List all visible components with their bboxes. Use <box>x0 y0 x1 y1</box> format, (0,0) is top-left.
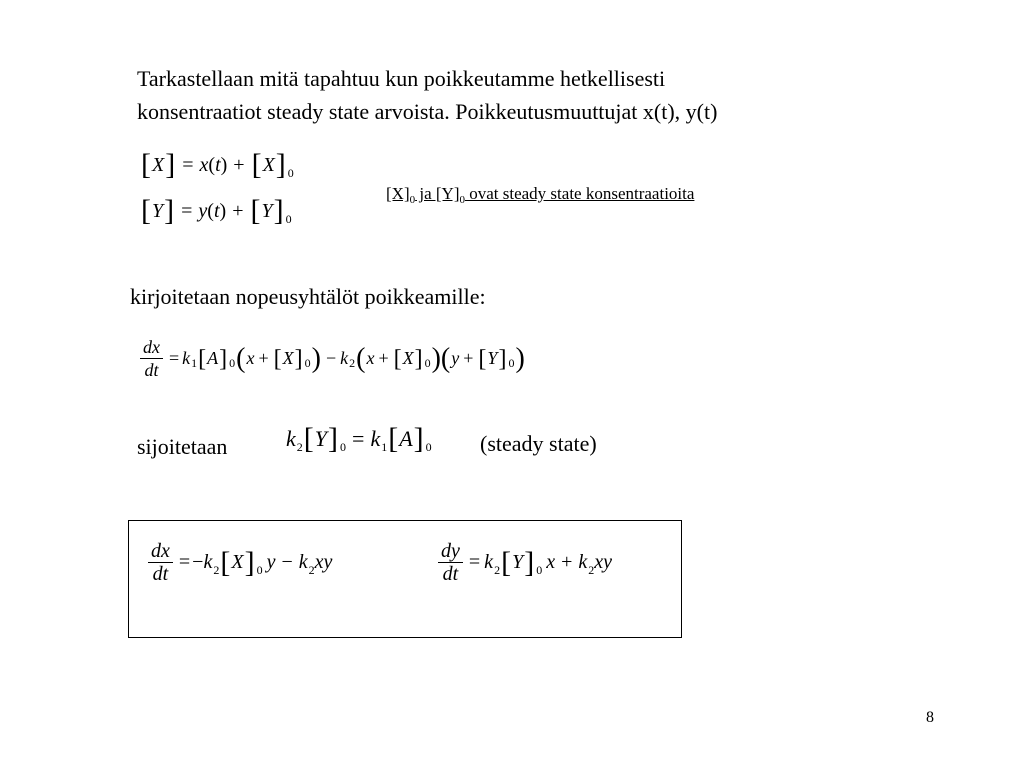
steady-state-annotation: (steady state) <box>480 431 597 456</box>
substitute-label: sijoitetaan <box>137 434 228 459</box>
eq-y-arg: t <box>213 199 220 222</box>
intro-line-2: konsentraatiot steady state arvoista. Poikkeutusmuuttujat x(t), y(t) <box>137 99 718 124</box>
intro-line-1: Tarkastellaan mitä tapahtuu kun poikkeutamme hetkellisesti <box>137 66 666 91</box>
eq-x-arg: t <box>215 153 221 176</box>
eq-x-sub: 0 <box>287 165 294 180</box>
rate-derivative: $\frac{dx}{dt}$ <box>140 336 163 381</box>
steady-state-note: $[X]_0$ ja $[Y]_0$ ovat steady state konsentraatioita <box>386 184 695 206</box>
eq-y-fn: y <box>198 199 208 222</box>
eq-x-fn: x <box>199 153 209 176</box>
page-number: 8 <box>926 709 934 726</box>
equation-x-deviation: [ X ] = x ( t ) + [ X ] 0 <box>141 148 294 181</box>
eq-x-rhs: X <box>262 153 275 176</box>
eq-y-rhs: Y <box>261 199 273 222</box>
eq-y-sub: 0 <box>285 211 292 226</box>
result-equation-dy: $\frac{dy}{dt}$ = k 2 [ Y ] 0 x + k 2 xy <box>438 540 612 585</box>
eq-x-lhs: X <box>152 153 165 176</box>
equation-y-deviation: [ Y ] = y ( t ) + [ Y ] 0 <box>141 194 292 227</box>
rate-equation: $\frac{dx}{dt}$ = k 1 [ A ] 0 ( x + [ X ] 0 ) − k 2 ( x + [ X ] 0 )( y + [ Y ] 0 ) <box>140 336 526 381</box>
intro-paragraph <box>137 62 717 128</box>
rate-equations-heading: kirjoitetaan nopeusyhtälöt poikkeamille: <box>130 284 486 309</box>
eq-y-lhs: Y <box>152 199 164 222</box>
result-equation-dx: $\frac{dx}{dt}$ = − k 2 [ X ] 0 y − k 2 xy <box>148 540 332 585</box>
steady-state-equation: k 2 [ Y ] 0 = k 1 [ A ] 0 <box>286 422 432 455</box>
